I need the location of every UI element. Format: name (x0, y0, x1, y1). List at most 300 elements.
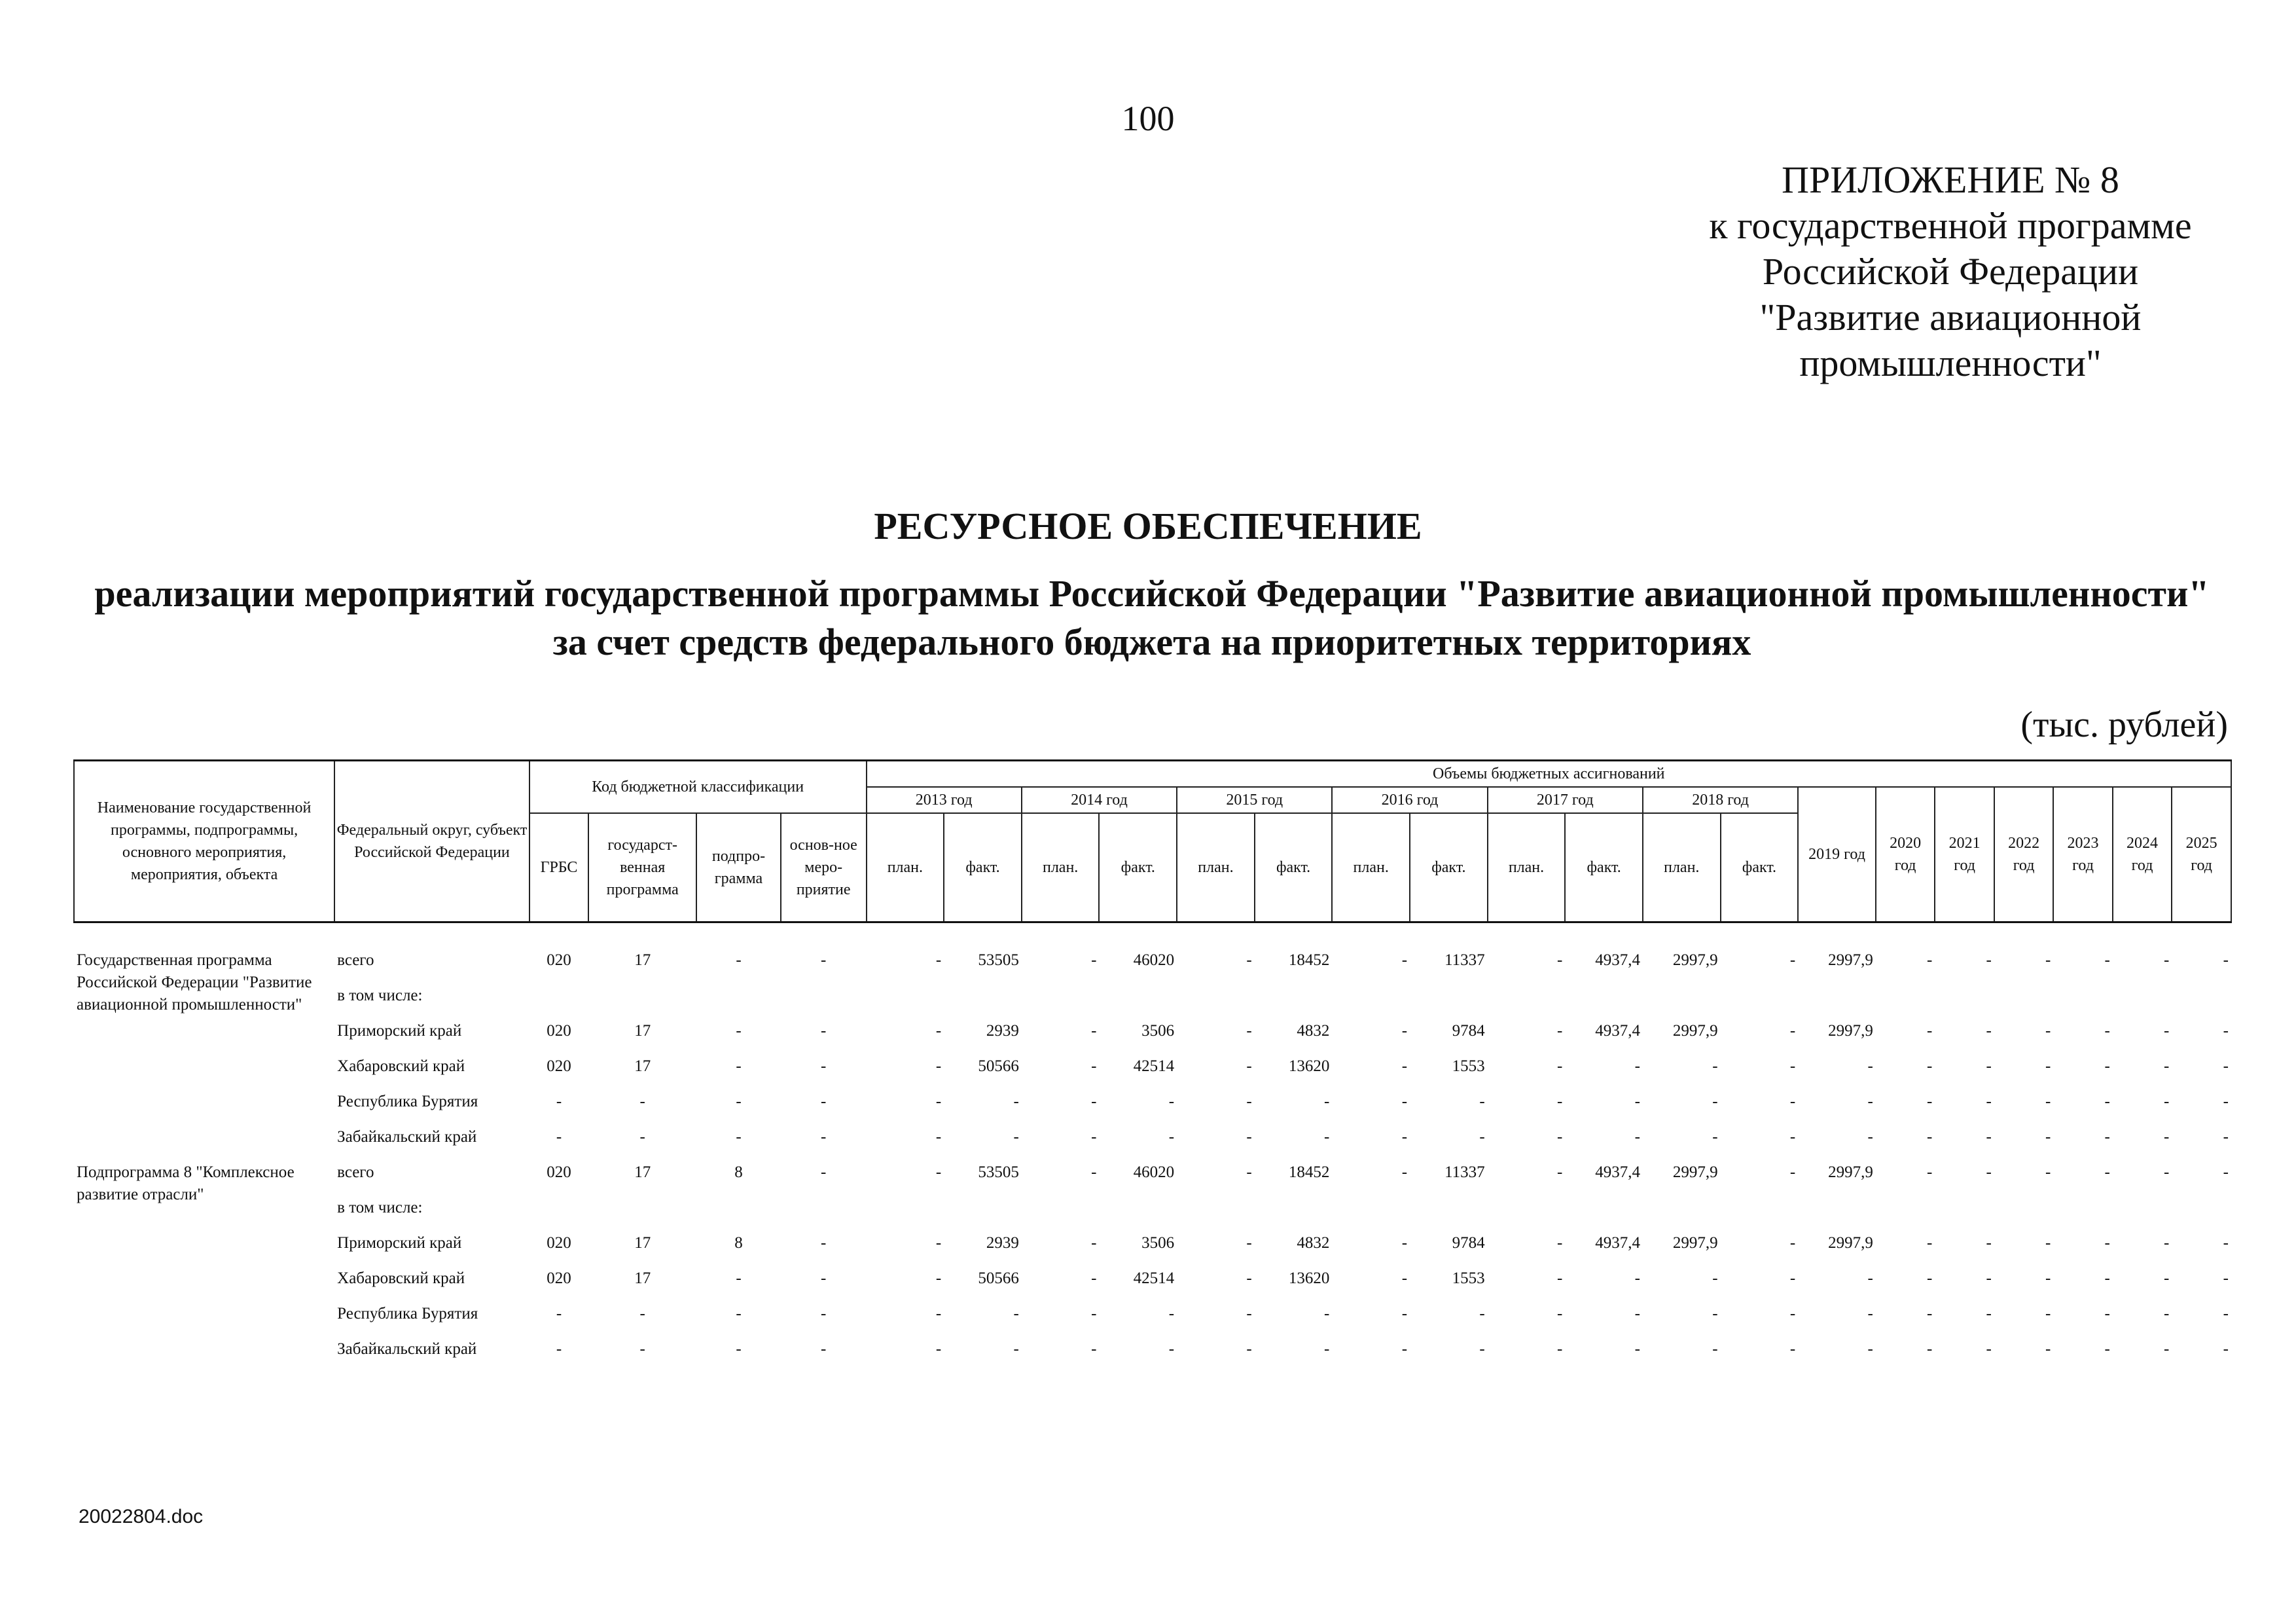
value-cell: - (1712, 1340, 1718, 1358)
value-cell: - (1479, 1340, 1485, 1358)
value-cell (1255, 1197, 1333, 1232)
table-row (74, 1232, 2231, 1267)
value-cell (1721, 1197, 1799, 1232)
value-cell: 020 (547, 1022, 571, 1040)
value-cell (588, 985, 696, 1020)
value-cell: - (1986, 1128, 1992, 1146)
value-cell: 17 (634, 1163, 651, 1181)
value-cell: - (2104, 1163, 2110, 1181)
value-cell: - (1168, 1128, 1175, 1146)
value-cell: - (821, 951, 827, 969)
value-cell: - (935, 1340, 942, 1358)
appendix-line-2: к государственной программе (1709, 204, 2192, 247)
value-cell: - (1789, 1022, 1796, 1040)
value-cell: 17 (634, 1022, 651, 1040)
value-cell (2113, 985, 2172, 1020)
value-cell (1255, 985, 1333, 1020)
value-cell: - (935, 1128, 942, 1146)
value-cell: - (2104, 1093, 2110, 1110)
header-2013: 2013 год (867, 787, 1022, 813)
value-cell: 17 (634, 1057, 651, 1075)
value-cell: - (1168, 1340, 1175, 1358)
value-cell: - (1789, 1305, 1796, 1322)
value-cell: - (1867, 1340, 1873, 1358)
value-cell: 020 (547, 1057, 571, 1075)
header-2023: 2023 год (2053, 787, 2112, 922)
region-cell: Забайкальский край (337, 1128, 477, 1146)
value-cell: - (639, 1305, 645, 1322)
value-cell: - (2045, 1234, 2051, 1252)
value-cell: - (2223, 1269, 2229, 1287)
value-cell: - (1927, 1340, 1933, 1358)
header-fact-2018: факт. (1721, 813, 1799, 922)
value-cell (1565, 985, 1643, 1020)
value-cell: - (821, 1057, 827, 1075)
value-cell: - (1927, 1057, 1933, 1075)
value-cell: 1553 (1452, 1269, 1485, 1287)
value-cell: - (1927, 1269, 1933, 1287)
table-row (74, 1020, 2231, 1055)
header-2021: 2021 год (1935, 787, 1994, 922)
value-cell: 2997,9 (1828, 1163, 1873, 1181)
value-cell: - (1867, 1128, 1873, 1146)
region-cell: Приморский край (337, 1234, 462, 1252)
value-cell: - (1634, 1093, 1640, 1110)
value-cell: 2997,9 (1828, 1022, 1873, 1040)
value-cell: - (2045, 1022, 2051, 1040)
value-cell: - (556, 1340, 562, 1358)
value-cell: - (821, 1128, 827, 1146)
program-name: Государственная программа Российской Федерации "Развитие авиационной промышленности" (77, 951, 312, 1013)
value-cell: - (1556, 951, 1563, 969)
value-cell: - (1246, 1093, 1252, 1110)
value-cell: - (2045, 1093, 2051, 1110)
value-cell: - (1712, 1305, 1718, 1322)
value-cell: 020 (547, 951, 571, 969)
page-number: 100 (1121, 99, 1175, 138)
value-cell: - (1634, 1269, 1640, 1287)
value-cell (2172, 985, 2231, 1020)
value-cell: - (2223, 1093, 2229, 1110)
header-2025: 2025 год (2172, 787, 2231, 922)
value-cell: - (2104, 951, 2110, 969)
value-cell: - (1091, 1305, 1097, 1322)
appendix-line-5: промышленности" (1799, 342, 2102, 384)
value-cell: - (1556, 1269, 1563, 1287)
value-cell (2172, 1197, 2231, 1232)
header-fact-2013: факт. (944, 813, 1022, 922)
value-cell: - (2223, 1163, 2229, 1181)
value-cell: - (1401, 1057, 1408, 1075)
header-name: Наименование государственной программы, подпрограммы, основного мероприятия, мероприятия, объекта (74, 761, 334, 922)
header-code: Код бюджетной классификации (529, 761, 867, 814)
value-cell: 50566 (978, 1057, 1019, 1075)
value-cell: - (639, 1093, 645, 1110)
value-cell: - (1479, 1093, 1485, 1110)
value-cell (1488, 985, 1566, 1020)
appendix-line-3: Российской Федерации (1762, 250, 2139, 293)
value-cell: 8 (734, 1163, 743, 1181)
header-plan-2016: план. (1332, 813, 1410, 922)
value-cell: 13620 (1288, 1269, 1330, 1287)
value-cell: - (935, 1269, 942, 1287)
value-cell (1565, 1197, 1643, 1232)
value-cell: - (639, 1128, 645, 1146)
value-cell: - (1091, 1057, 1097, 1075)
value-cell: - (1324, 1340, 1330, 1358)
value-cell (1332, 985, 1410, 1020)
value-cell (1488, 1197, 1566, 1232)
resources-table (73, 759, 2232, 1374)
value-cell: - (935, 1022, 942, 1040)
value-cell: - (556, 1128, 562, 1146)
value-cell: - (1013, 1093, 1019, 1110)
value-cell: - (1789, 1163, 1796, 1181)
table-row (74, 949, 2231, 985)
value-cell (1935, 985, 1994, 1020)
value-cell: - (736, 1305, 742, 1322)
value-cell: - (1927, 1093, 1933, 1110)
value-cell: - (1556, 1022, 1563, 1040)
value-cell: - (1986, 1269, 1992, 1287)
value-cell: 50566 (978, 1269, 1019, 1287)
value-cell: - (1556, 1163, 1563, 1181)
value-cell: - (1556, 1234, 1563, 1252)
document-title: РЕСУРСНОЕ ОБЕСПЕЧЕНИЕ (874, 505, 1422, 547)
value-cell: - (1401, 1340, 1408, 1358)
region-cell: в том числе: (337, 1199, 423, 1216)
value-cell: - (2104, 1269, 2110, 1287)
value-cell: - (1324, 1128, 1330, 1146)
units-label: (тыс. рублей) (2020, 704, 2228, 745)
value-cell: 2997,9 (1828, 951, 1873, 969)
value-cell (2113, 1197, 2172, 1232)
value-cell: 8 (734, 1234, 743, 1252)
value-cell (1643, 1197, 1721, 1232)
value-cell: - (736, 951, 742, 969)
value-cell: - (556, 1305, 562, 1322)
header-plan-2013: план. (867, 813, 944, 922)
appendix-line-1: ПРИЛОЖЕНИЕ № 8 (1782, 158, 2119, 201)
header-2019: 2019 год (1798, 787, 1876, 922)
appendix-block (1623, 157, 2296, 386)
value-cell: - (821, 1234, 827, 1252)
value-cell (1099, 1197, 1177, 1232)
value-cell: - (1712, 1269, 1718, 1287)
value-cell: - (1091, 1234, 1097, 1252)
value-cell: - (2104, 1057, 2110, 1075)
region-cell: Хабаровский край (337, 1057, 465, 1075)
value-cell: - (821, 1269, 827, 1287)
value-cell: 2997,9 (1672, 1234, 1718, 1252)
value-cell: - (1401, 1269, 1408, 1287)
value-cell: - (2163, 1340, 2170, 1358)
value-cell: - (1789, 1057, 1796, 1075)
value-cell: - (2223, 1305, 2229, 1322)
value-cell (588, 1197, 696, 1232)
region-cell: в том числе: (337, 987, 423, 1004)
value-cell: 2997,9 (1672, 1163, 1718, 1181)
value-cell (1022, 1197, 1100, 1232)
value-cell: - (1401, 1234, 1408, 1252)
region-cell: Республика Бурятия (337, 1305, 478, 1322)
value-cell: - (1789, 1234, 1796, 1252)
value-cell: - (1246, 1057, 1252, 1075)
value-cell: - (2104, 1340, 2110, 1358)
spacer-row (74, 922, 2231, 950)
value-cell: - (2223, 1022, 2229, 1040)
value-cell: 020 (547, 1163, 571, 1181)
value-cell (1410, 1197, 1488, 1232)
value-cell: 46020 (1133, 1163, 1175, 1181)
value-cell: 3506 (1141, 1234, 1175, 1252)
value-cell: - (639, 1340, 645, 1358)
header-fact-2014: факт. (1099, 813, 1177, 922)
value-cell (1643, 985, 1721, 1020)
value-cell: 53505 (978, 1163, 1019, 1181)
value-cell: - (2223, 1057, 2229, 1075)
header-plan-2017: план. (1488, 813, 1566, 922)
value-cell: - (1246, 1234, 1252, 1252)
table-row (74, 985, 2231, 1020)
header-plan-2018: план. (1643, 813, 1721, 922)
value-cell: - (1927, 1163, 1933, 1181)
value-cell: - (2163, 1128, 2170, 1146)
value-cell: - (1986, 1057, 1992, 1075)
value-cell: - (2163, 951, 2170, 969)
header-grbs: ГРБС (529, 813, 588, 922)
region-cell: всего (337, 951, 374, 969)
value-cell: - (1986, 951, 1992, 969)
value-cell: - (2163, 1163, 2170, 1181)
value-cell: - (935, 1093, 942, 1110)
value-cell: - (2223, 1234, 2229, 1252)
value-cell: - (1927, 951, 1933, 969)
value-cell: - (736, 1128, 742, 1146)
value-cell: 2939 (986, 1234, 1019, 1252)
value-cell: 17 (634, 951, 651, 969)
value-cell: - (556, 1093, 562, 1110)
value-cell: - (2045, 1163, 2051, 1181)
header-2022: 2022 год (1994, 787, 2053, 922)
value-cell: - (1634, 1340, 1640, 1358)
table-row (74, 1091, 2231, 1126)
value-cell: 9784 (1452, 1234, 1485, 1252)
value-cell: - (1246, 1340, 1252, 1358)
value-cell: - (1789, 1128, 1796, 1146)
value-cell (1994, 1197, 2053, 1232)
value-cell: - (821, 1305, 827, 1322)
value-cell: 42514 (1133, 1057, 1175, 1075)
value-cell: - (1401, 1093, 1408, 1110)
value-cell: - (2163, 1022, 2170, 1040)
value-cell: - (2045, 1269, 2051, 1287)
value-cell (2053, 1197, 2112, 1232)
value-cell (1798, 985, 1876, 1020)
header-2020: 2020 год (1876, 787, 1935, 922)
value-cell: 9784 (1452, 1022, 1485, 1040)
value-cell (529, 1197, 588, 1232)
table-row (74, 1126, 2231, 1161)
value-cell (696, 1197, 781, 1232)
value-cell: - (1986, 1305, 1992, 1322)
program-name: Подпрограмма 8 "Комплексное развитие отрасли" (77, 1163, 295, 1203)
value-cell: - (1246, 951, 1252, 969)
value-cell (1332, 1197, 1410, 1232)
value-cell (696, 985, 781, 1020)
value-cell: - (1634, 1057, 1640, 1075)
value-cell: - (935, 1163, 942, 1181)
value-cell (1177, 1197, 1255, 1232)
value-cell: - (1789, 1340, 1796, 1358)
value-cell: - (1927, 1022, 1933, 1040)
value-cell (781, 1197, 867, 1232)
header-om: основ-ное меро-приятие (781, 813, 867, 922)
value-cell: - (1246, 1305, 1252, 1322)
value-cell (1410, 985, 1488, 1020)
value-cell: 1553 (1452, 1057, 1485, 1075)
value-cell (1099, 985, 1177, 1020)
value-cell: - (1556, 1128, 1563, 1146)
value-cell (1798, 1197, 1876, 1232)
value-cell: - (935, 1234, 942, 1252)
value-cell: 020 (547, 1269, 571, 1287)
value-cell: - (1168, 1305, 1175, 1322)
value-cell: - (1013, 1305, 1019, 1322)
value-cell: - (1927, 1305, 1933, 1322)
value-cell (1721, 985, 1799, 1020)
value-cell: - (1401, 1163, 1408, 1181)
value-cell: - (2163, 1057, 2170, 1075)
value-cell: 11337 (1444, 951, 1485, 969)
value-cell (1876, 985, 1935, 1020)
value-cell: - (2223, 1128, 2229, 1146)
value-cell: - (1479, 1305, 1485, 1322)
value-cell: - (1324, 1305, 1330, 1322)
header-fact-2015: факт. (1255, 813, 1333, 922)
value-cell: - (1401, 1128, 1408, 1146)
value-cell: - (1091, 1163, 1097, 1181)
value-cell: 4937,4 (1595, 1022, 1640, 1040)
value-cell (867, 985, 944, 1020)
value-cell: 53505 (978, 951, 1019, 969)
header-fact-2016: факт. (1410, 813, 1488, 922)
header-pp: подпро-грамма (696, 813, 781, 922)
value-cell: 3506 (1141, 1022, 1175, 1040)
header-2016: 2016 год (1332, 787, 1487, 813)
value-cell (867, 1197, 944, 1232)
value-cell: - (1556, 1093, 1563, 1110)
value-cell: - (1927, 1234, 1933, 1252)
appendix-line-4: "Развитие авиационной (1759, 296, 2142, 338)
value-cell: - (2223, 951, 2229, 969)
document-subtitle (39, 570, 2265, 666)
value-cell: - (821, 1093, 827, 1110)
file-name: 20022804.doc (79, 1506, 204, 1527)
value-cell: - (2045, 1128, 2051, 1146)
value-cell: - (1556, 1305, 1563, 1322)
value-cell: 4937,4 (1595, 1234, 1640, 1252)
value-cell: - (1634, 1128, 1640, 1146)
header-2018: 2018 год (1643, 787, 1798, 813)
value-cell: - (2163, 1269, 2170, 1287)
header-volumes: Объемы бюджетных ассигнований (867, 761, 2231, 788)
value-cell: - (1634, 1305, 1640, 1322)
value-cell: - (2104, 1128, 2110, 1146)
value-cell: 17 (634, 1234, 651, 1252)
header-2017: 2017 год (1488, 787, 1643, 813)
value-cell: - (1986, 1022, 1992, 1040)
value-cell: - (736, 1022, 742, 1040)
value-cell: - (1091, 1269, 1097, 1287)
value-cell: - (2045, 1340, 2051, 1358)
value-cell: - (1712, 1128, 1718, 1146)
header-district: Федеральный округ, субъект Российской Федерации (334, 761, 529, 922)
subtitle-line-1: реализации мероприятий государственной программы Российской Федерации "Развитие авиационной промышленности" (94, 572, 2210, 615)
subtitle-line-2: за счет средств федерального бюджета на приоритетных территориях (552, 621, 1751, 663)
header-fact-2017: факт. (1565, 813, 1643, 922)
value-cell: - (2104, 1305, 2110, 1322)
value-cell: 4937,4 (1595, 1163, 1640, 1181)
value-cell: - (1867, 1057, 1873, 1075)
value-cell: 020 (547, 1234, 571, 1252)
value-cell (529, 985, 588, 1020)
value-cell: 18452 (1288, 1163, 1330, 1181)
value-cell (1994, 985, 2053, 1020)
header-gp: государст-венная программа (588, 813, 696, 922)
value-cell: - (1789, 1269, 1796, 1287)
value-cell (781, 985, 867, 1020)
header-2015: 2015 год (1177, 787, 1332, 813)
value-cell: - (1556, 1057, 1563, 1075)
header-plan-2014: план. (1022, 813, 1100, 922)
region-cell: Хабаровский край (337, 1269, 465, 1287)
value-cell: - (1246, 1128, 1252, 1146)
table-row (74, 1055, 2231, 1091)
value-cell: - (821, 1163, 827, 1181)
value-cell: - (1013, 1340, 1019, 1358)
region-cell: всего (337, 1163, 374, 1181)
value-cell: 4832 (1297, 1234, 1330, 1252)
value-cell: - (1986, 1163, 1992, 1181)
value-cell: - (935, 1057, 942, 1075)
value-cell: - (1091, 1022, 1097, 1040)
value-cell: - (821, 1340, 827, 1358)
value-cell (1022, 985, 1100, 1020)
value-cell: - (2223, 1340, 2229, 1358)
value-cell: - (1867, 1305, 1873, 1322)
value-cell: - (1401, 951, 1408, 969)
value-cell: - (1246, 1022, 1252, 1040)
value-cell: 13620 (1288, 1057, 1330, 1075)
value-cell: 2997,9 (1672, 1022, 1718, 1040)
value-cell (944, 1197, 1022, 1232)
value-cell: - (1867, 1093, 1873, 1110)
value-cell (1876, 1197, 1935, 1232)
value-cell: - (1091, 951, 1097, 969)
value-cell: - (1091, 1128, 1097, 1146)
table-row (74, 1161, 2231, 1197)
value-cell: - (2104, 1022, 2110, 1040)
value-cell: - (1479, 1128, 1485, 1146)
value-cell: - (2045, 1057, 2051, 1075)
value-cell: - (1986, 1340, 1992, 1358)
value-cell: - (1712, 1093, 1718, 1110)
header-2014: 2014 год (1022, 787, 1177, 813)
value-cell: - (1324, 1093, 1330, 1110)
header-plan-2015: план. (1177, 813, 1255, 922)
value-cell: - (2045, 951, 2051, 969)
